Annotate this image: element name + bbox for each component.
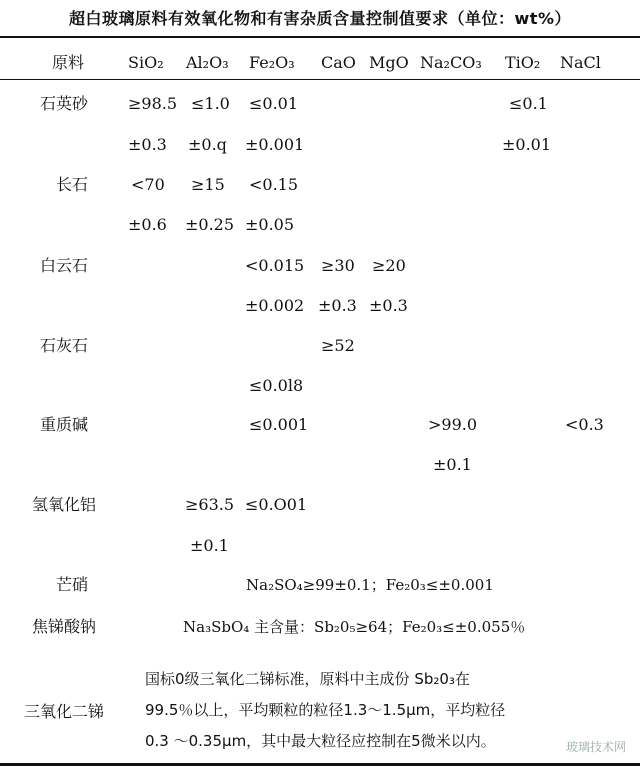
cell-quartz-tio2-tol: ±0.01 xyxy=(502,135,552,154)
description-line-2: 99.5％以上，平均颗粒的粒径1.3～1.5μm，平均粒径 xyxy=(145,701,506,719)
description-line-3: 0.3 ～0.35μm，其中最大粒径应控制在5微米以内。 xyxy=(145,732,496,750)
cell-quartz-al2o3: ≤1.0 xyxy=(191,94,230,113)
cell-quartz-tio2: ≤0.1 xyxy=(509,94,548,113)
cell-antimonate-spec: Na₃SbO₄ 主含量：Sb₂0₅≥64；Fe₂0₃≤±0.055％ xyxy=(183,618,526,636)
header-fe2o3: Fe₂O₃ xyxy=(249,53,295,72)
top-rule xyxy=(0,36,640,38)
header-cao: CaO xyxy=(321,53,356,72)
cell-dolomite-mgo: ≥20 xyxy=(372,256,406,275)
row-label-feldspar: 长石 xyxy=(56,175,89,194)
cell-alumina-fe2o3: ≤0.O01 xyxy=(245,495,308,514)
cell-quartz-sio2-tol: ±0.3 xyxy=(128,135,167,154)
antimony-trioxide-description xyxy=(145,664,635,757)
cell-soda-na2co3-tol: ±0.1 xyxy=(433,455,472,474)
header-mgo: MgO xyxy=(369,53,409,72)
header-rule xyxy=(0,79,640,80)
cell-feldspar-al2o3-tol: ±0.25 xyxy=(185,215,235,234)
cell-dolomite-fe2o3-tol: ±0.002 xyxy=(245,296,305,315)
cell-dolomite-cao: ≥30 xyxy=(321,256,355,275)
cell-soda-nacl: <0.3 xyxy=(565,415,604,434)
row-label-antimonate: 焦锑酸钠 xyxy=(32,617,97,636)
cell-mirabilite-spec: Na₂SO₄≥99±0.1；Fe₂0₃≤±0.001 xyxy=(246,576,494,594)
header-tio2: TiO₂ xyxy=(505,53,541,72)
cell-dolomite-fe2o3: <0.015 xyxy=(245,256,305,275)
cell-dolomite-cao-tol: ±0.3 xyxy=(318,296,357,315)
cell-feldspar-fe2o3: <0.15 xyxy=(249,175,299,194)
cell-limestone-fe2o3: ≤0.0l8 xyxy=(249,376,304,395)
cell-feldspar-al2o3: ≥15 xyxy=(191,175,225,194)
cell-quartz-al2o3-tol: ±0.q xyxy=(188,135,227,154)
cell-quartz-fe2o3: ≤0.01 xyxy=(249,94,299,113)
description-line-1: 国标0级三氧化二锑标准，原料中主成份 Sb₂0₃在 xyxy=(145,670,470,688)
row-label-limestone: 石灰石 xyxy=(40,336,89,355)
cell-dolomite-mgo-tol: ±0.3 xyxy=(369,296,408,315)
cell-feldspar-sio2-tol: ±0.6 xyxy=(128,215,167,234)
row-label-quartz: 石英砂 xyxy=(40,94,89,113)
cell-quartz-sio2: ≥98.5 xyxy=(128,94,178,113)
cell-limestone-cao: ≥52 xyxy=(321,336,355,355)
row-label-antimony-trioxide: 三氧化二锑 xyxy=(24,702,105,721)
row-label-soda: 重质碱 xyxy=(40,415,89,434)
cell-feldspar-fe2o3-tol: ±0.05 xyxy=(245,215,295,234)
watermark-text: 玻璃技术网 xyxy=(565,740,626,754)
cell-feldspar-sio2: <70 xyxy=(131,175,165,194)
bottom-rule xyxy=(0,763,640,766)
header-nacl: NaCl xyxy=(560,53,601,72)
header-sio2: SiO₂ xyxy=(128,53,164,72)
row-label-alumina: 氢氧化铝 xyxy=(32,495,97,514)
header-al2o3: Al₂O₃ xyxy=(186,53,229,72)
cell-alumina-al2o3-tol: ±0.1 xyxy=(190,536,229,555)
row-label-dolomite: 白云石 xyxy=(40,256,89,275)
header-na2co3: Na₂CO₃ xyxy=(420,53,482,72)
cell-soda-fe2o3: ≤0.001 xyxy=(249,415,309,434)
row-label-mirabilite: 芒硝 xyxy=(56,575,89,594)
table-title: 超白玻璃原料有效氧化物和有害杂质含量控制值要求（单位：wt%） xyxy=(69,9,571,28)
cell-alumina-al2o3: ≥63.5 xyxy=(185,495,235,514)
header-material: 原料 xyxy=(52,53,85,72)
cell-quartz-fe2o3-tol: ±0.001 xyxy=(245,135,305,154)
cell-soda-na2co3: >99.0 xyxy=(428,415,478,434)
